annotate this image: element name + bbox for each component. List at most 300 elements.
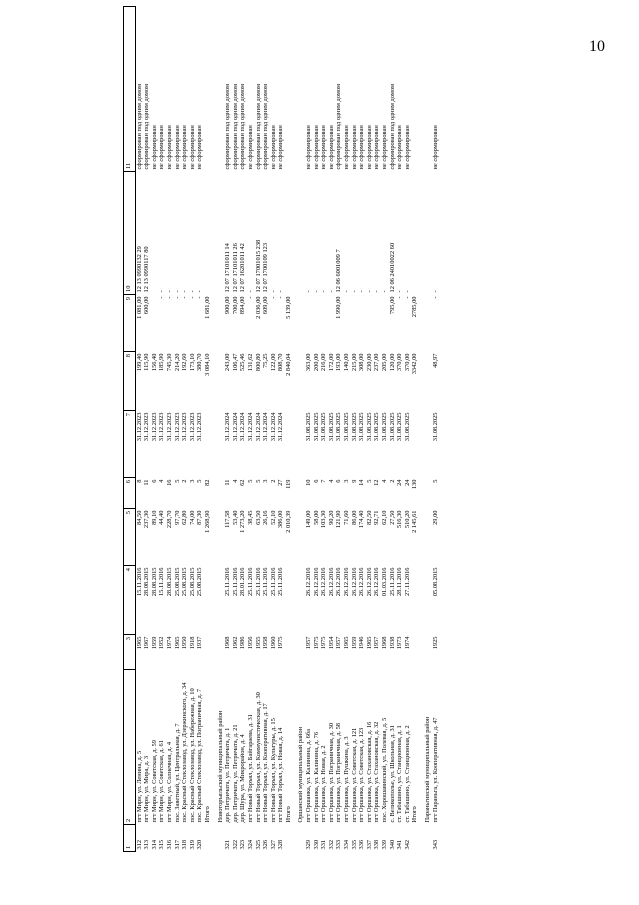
table-cell-col-2: пгт Оршанка, ул. Советская, д. 121 xyxy=(351,727,358,823)
table-cell-col-11: не сформирован xyxy=(431,125,439,170)
table-row xyxy=(247,7,255,852)
table-cell-col-10: - xyxy=(166,290,173,293)
table-row xyxy=(197,7,205,852)
table-cell-col-5: 58,00 xyxy=(313,510,320,525)
table-cell-col-2: дер. Петричата, ул. Петричата, д. 21 xyxy=(232,724,239,823)
table-cell-col-1: 331 xyxy=(320,839,328,850)
table-row xyxy=(151,7,159,852)
table-cell-col-10: - xyxy=(366,290,373,293)
table-cell-col-3: 1965 xyxy=(343,636,351,650)
table-cell-col-6: 14 xyxy=(358,479,366,486)
table-cell-col-11: не сформирован xyxy=(351,125,358,170)
table-cell-col-10: - xyxy=(381,290,388,293)
table-cell-col-7 xyxy=(412,411,420,478)
table-cell-col-9 xyxy=(217,295,225,352)
table-cell-col-4: 25.08.2015 xyxy=(181,567,189,597)
table-cell-col-8 xyxy=(217,352,225,411)
table-cell-col-11: не сформирован xyxy=(328,125,335,170)
table-cell-col-4: 01.03.2016 xyxy=(381,567,388,597)
table-cell-col-2: пгт Мирн, ул. Советская, д. 61 xyxy=(158,740,166,823)
table-cell-col-2: ст. Табашино, ул. Станционная, д. 1 xyxy=(396,725,404,823)
table-cell-col-11: не сформирован xyxy=(277,125,285,170)
table-cell-col-5: 27,50 xyxy=(389,510,396,525)
table-cell-col-9: - xyxy=(270,296,277,299)
table-cell-col-3: 1952 xyxy=(158,636,166,650)
table-cell-col-5: 1 273,20 xyxy=(239,510,247,533)
table-cell-col-4: 26.12.2016 xyxy=(305,567,313,597)
table-cell-col-6: 5 xyxy=(173,479,181,483)
table-cell-col-11: не сформирован xyxy=(158,125,166,170)
table-cell-col-3: 1918 xyxy=(189,636,196,650)
table-row xyxy=(404,7,412,852)
table-cell-col-6: 4 xyxy=(232,479,239,483)
table-cell-col-6: 6 xyxy=(335,479,343,483)
table-cell-col-3: 1957 xyxy=(305,636,313,650)
table-cell-col-1: 339 xyxy=(381,839,388,850)
table-cell-col-10: - xyxy=(328,290,335,293)
table-cell-col-10: - xyxy=(358,290,366,293)
table-cell-col-2: пгт Новый Торъял, ул. Новая, д. 14 xyxy=(277,727,285,823)
table-row xyxy=(336,7,344,852)
table-cell-col-5: 97,70 xyxy=(173,510,181,525)
table-cell-col-5: 228,70 xyxy=(166,510,173,529)
table-cell-col-3: 1954 xyxy=(328,636,335,650)
table-cell-col-11: сформирован под одним домом xyxy=(262,83,270,170)
table-cell-col-9: - xyxy=(396,296,404,299)
table-cell-col-1 xyxy=(204,825,212,852)
table-cell-col-1 xyxy=(424,825,432,852)
table-cell-col-4: 26.12.2016 xyxy=(351,567,358,597)
table-cell-col-1: 320 xyxy=(196,839,204,850)
table-cell-col-4: 28.08.2015 xyxy=(143,567,151,597)
table-cell-col-1: 333 xyxy=(335,839,343,850)
table-cell-col-8: 131,62 xyxy=(247,353,254,372)
table-cell-col-2: Итого xyxy=(411,806,419,823)
table-cell-col-2: Параньгинский муниципальный район xyxy=(424,716,431,823)
table-cell-col-8: 3342,00 xyxy=(411,353,419,375)
table-cell-col-4: 25.08.2015 xyxy=(196,567,204,597)
table-cell-col-6: 3 xyxy=(343,479,351,483)
table-cell-col-6: 8 xyxy=(135,479,143,483)
table-cell-col-7: 31.12.2024 xyxy=(277,412,285,442)
table-cell-col-1: 326 xyxy=(262,839,270,850)
table-cell-col-7: 31.08.2025 xyxy=(404,412,411,442)
table-cell-col-1 xyxy=(412,825,420,852)
table-cell-col-10: - xyxy=(320,290,328,293)
table-cell-col-9 xyxy=(359,295,367,352)
header-cell-8: 8 xyxy=(124,352,136,411)
table-cell-col-3: 1962 xyxy=(232,636,239,650)
header-cell-1: 1 xyxy=(124,825,136,852)
table-cell-col-6: 2 xyxy=(389,479,396,483)
table-cell-col-7: 31.08.2025 xyxy=(389,412,396,442)
table-cell-col-5: 2 145,61 xyxy=(411,510,419,533)
table-cell-col-8: 216,00 xyxy=(320,353,328,372)
header-cell-3: 3 xyxy=(124,635,136,670)
table-cell-col-9: - xyxy=(158,296,166,299)
table-cell-col-9 xyxy=(374,295,382,352)
table-cell-col-2: пгт Мирн, ул. Ленина, д. 5 xyxy=(135,750,143,823)
table-cell-col-11: сформирован под одним домом xyxy=(135,83,143,170)
table-cell-col-10: - xyxy=(431,290,439,293)
table-cell-col-8: 106,47 xyxy=(232,353,239,372)
table-cell-col-3: 1925 xyxy=(431,636,439,650)
table-row xyxy=(343,7,351,852)
table-row xyxy=(255,7,263,852)
table-cell-col-5: 117,58 xyxy=(224,510,232,528)
housing-table xyxy=(123,6,440,852)
table-cell-col-9: - xyxy=(404,296,411,299)
table-cell-col-2: пгт Оршанка, ул. Калинина, д. 6ба xyxy=(305,729,313,823)
table-cell-col-1: 315 xyxy=(158,839,166,850)
table-cell-col-4: 28.08.2015 xyxy=(166,567,173,597)
table-cell-col-6: 11 xyxy=(143,479,151,486)
table-cell-col-2: пгт Параньга, ул. Кооперативная, д. 47 xyxy=(431,717,439,823)
table-cell-col-1: 314 xyxy=(151,839,158,850)
table-cell-col-2: Итого xyxy=(204,806,211,823)
table-cell-col-3: 1986 xyxy=(239,636,247,650)
table-cell-col-3: 1956 xyxy=(247,636,254,650)
table-cell-col-7: 31.12.2023 xyxy=(166,412,173,442)
table-cell-col-7 xyxy=(424,411,432,478)
table-cell-col-2: пгт Мирн, ул. Солнечная, д. 4 xyxy=(166,741,173,823)
table-cell-col-8: 140,00 xyxy=(343,353,351,372)
table-header-row xyxy=(124,7,136,852)
table-cell-col-9: 1 081,00 xyxy=(135,296,143,319)
table-cell-col-9 xyxy=(381,295,389,352)
table-cell-col-7: 31.12.2024 xyxy=(270,412,277,442)
table-cell-col-2: пгт Мирн, ул. Мира, д. 3 xyxy=(143,755,151,823)
table-cell-col-7: 31.08.2025 xyxy=(343,412,351,442)
table-cell-col-11: не сформирован xyxy=(166,125,173,170)
table-cell-col-1: 321 xyxy=(224,839,232,850)
table-cell-col-1: 327 xyxy=(270,839,277,850)
table-cell-col-6: 27 xyxy=(277,479,285,486)
table-cell-col-8: 808,70 xyxy=(277,353,285,372)
table-cell-col-1 xyxy=(298,825,306,852)
table-cell-col-1: 329 xyxy=(305,839,313,850)
table-cell-col-2: пгт Оршанка, ул. Стахановская, д. 16 xyxy=(366,721,373,823)
table-cell-col-10: - xyxy=(313,290,320,293)
table-cell-col-1: 322 xyxy=(232,839,239,850)
table-cell-col-7: 31.12.2023 xyxy=(181,412,189,442)
table-cell-col-11: сформирован под одним домом xyxy=(224,83,232,170)
table-row xyxy=(270,7,278,852)
table-cell-col-4 xyxy=(285,566,293,635)
table-cell-col-4: 26.12.2016 xyxy=(343,567,351,597)
header-cell-7: 7 xyxy=(124,411,136,478)
table-cell-col-10 xyxy=(285,172,293,295)
table-cell-col-11: не сформирован xyxy=(396,125,404,170)
table-cell-col-4: 05.08.2015 xyxy=(431,567,439,597)
table-cell-col-11 xyxy=(204,7,212,172)
table-cell-col-4: 15.11.2016 xyxy=(158,567,166,597)
table-cell-col-11: не сформирован xyxy=(305,125,313,170)
table-cell-col-11: не сформирован xyxy=(196,125,204,170)
table-cell-col-7: 31.08.2025 xyxy=(313,412,320,442)
table-cell-col-10: - xyxy=(404,290,411,293)
table-row xyxy=(225,7,233,852)
table-row xyxy=(174,7,182,852)
table-cell-col-8: 75,25 xyxy=(262,353,270,368)
table-cell-col-3: 1974 xyxy=(166,636,173,650)
table-row xyxy=(397,7,405,852)
table-cell-col-8: 156,40 xyxy=(151,353,158,372)
table-row xyxy=(412,7,420,852)
table-cell-col-2: пгт Оршанка, ул. Стахановская, д. 32 xyxy=(373,721,381,823)
table-cell-col-3 xyxy=(217,635,225,670)
table-cell-col-3: 1957 xyxy=(373,636,381,650)
table-cell-col-7: 31.08.2025 xyxy=(351,412,358,442)
table-cell-col-3: 1960 xyxy=(270,636,277,650)
table-cell-col-8: 115,90 xyxy=(143,353,151,371)
table-cell-col-4: 25.11.2016 xyxy=(254,567,262,597)
table-cell-col-4: 25.11.2016 xyxy=(277,567,285,597)
table-cell-col-11: сформирован под одним домом xyxy=(239,83,247,170)
table-cell-col-10: 12 06 24010022 60 xyxy=(389,242,396,293)
table-cell-col-6: 12 xyxy=(373,479,381,486)
table-cell-col-10: - xyxy=(305,290,313,293)
table-cell-col-5: 2 010,39 xyxy=(285,510,292,533)
table-cell-col-11 xyxy=(298,7,306,172)
table-cell-col-11: сформирован под одним домом xyxy=(143,83,151,170)
table-cell-col-11: не сформирован xyxy=(366,125,373,170)
table-row xyxy=(263,7,271,852)
table-cell-col-6: 82 xyxy=(204,479,211,486)
table-cell-col-3: 1946 xyxy=(358,636,366,650)
table-cell-col-2: пос. Заветный, ул. Центральная, д. 7 xyxy=(173,723,181,823)
header-cell-10: 10 xyxy=(124,172,136,295)
table-cell-col-2: пгт Новый Торъял, ул. Коммунистическая, д. 30 xyxy=(254,692,262,823)
table-cell-col-4: 25.08.2015 xyxy=(189,567,196,597)
table-row xyxy=(432,7,440,852)
table-cell-col-11: не сформирован xyxy=(358,125,366,170)
table-cell-col-11: не сформирован xyxy=(343,125,351,170)
header-cell-6: 6 xyxy=(124,478,136,509)
table-cell-col-7: 31.12.2024 xyxy=(239,412,247,442)
table-cell-col-5: 89,10 xyxy=(151,510,158,525)
table-cell-col-6: 130 xyxy=(411,479,419,490)
table-cell-col-3: 1965 xyxy=(135,636,143,650)
table-cell-col-10: 12 07 17001015 238 xyxy=(254,239,262,293)
table-cell-col-5: 38,45 xyxy=(247,510,254,525)
table-cell-col-3 xyxy=(204,635,212,670)
table-cell-col-10: 12 13 0990132 29 xyxy=(135,246,143,293)
table-cell-col-3: 1974 xyxy=(404,636,411,650)
header-cell-2: 2 xyxy=(124,670,136,825)
table-cell-col-6: 16 xyxy=(166,479,173,486)
table-cell-col-1: 312 xyxy=(135,839,143,850)
table-cell-col-3: 1955 xyxy=(254,636,262,650)
table-cell-col-9 xyxy=(343,295,351,352)
table-cell-col-9 xyxy=(328,295,336,352)
table-cell-col-10 xyxy=(424,172,432,295)
table-cell-col-10: - xyxy=(277,290,285,293)
table-cell-col-5: 52,10 xyxy=(270,510,277,525)
table-cell-col-9: 900,00 xyxy=(224,296,232,315)
table-cell-col-11: не сформирован xyxy=(181,125,189,170)
table-cell-col-4: 25.11.2016 xyxy=(262,567,270,597)
table-cell-col-5: 86,00 xyxy=(351,510,358,525)
table-cell-col-9: 5 139,00 xyxy=(285,296,292,319)
table-cell-col-4: 15.11.2016 xyxy=(135,567,143,597)
table-cell-col-9 xyxy=(298,295,306,352)
table-cell-col-8: 800,80 xyxy=(254,353,262,372)
table-cell-col-2: Новоторъяльский муниципальный район xyxy=(216,710,224,823)
table-cell-col-10: - xyxy=(343,290,351,293)
table-cell-col-10: - xyxy=(351,290,358,293)
table-cell-col-10: 12 07 17101011 14 xyxy=(224,243,232,293)
table-cell-col-3: 1950 xyxy=(181,636,189,650)
table-cell-col-6: 62 xyxy=(239,479,247,486)
table-body xyxy=(136,7,440,852)
table-cell-col-8: 380,70 xyxy=(196,353,204,372)
table-cell-col-7: 31.12.2024 xyxy=(262,412,270,442)
table-row xyxy=(374,7,382,852)
table-cell-col-8: 308,00 xyxy=(358,353,366,372)
table-cell-col-10: 12 07 17101011 26 xyxy=(232,243,239,293)
table-cell-col-2: пгт Новый Торъял, ул. Кооперативная, д. 17 xyxy=(262,703,270,823)
table-cell-col-7: 31.08.2025 xyxy=(328,412,335,442)
table-cell-col-2: с. Великополье, ул. Школьная, д. 31 xyxy=(389,725,396,823)
table-cell-col-7: 31.08.2025 xyxy=(335,412,343,442)
table-cell-col-1: 317 xyxy=(173,839,181,850)
table-cell-col-7: 31.08.2025 xyxy=(396,412,404,442)
table-cell-col-5: 510,20 xyxy=(404,510,411,529)
table-cell-col-10: 12 07 16201011 42 xyxy=(239,243,247,293)
table-cell-col-1: 340 xyxy=(389,839,396,850)
table-cell-col-6: 6 xyxy=(151,479,158,483)
table-cell-col-1: 313 xyxy=(143,839,151,850)
table-cell-col-4: 26.12.2016 xyxy=(358,567,366,597)
table-cell-col-10 xyxy=(412,172,420,295)
table-cell-col-2: пгт Новый Торъял, ул. Культуры, д. 15 xyxy=(270,718,277,823)
table-cell-col-9: - xyxy=(189,296,196,299)
table-cell-col-2: пгт Оршанка, ул. Калинина, д. 76 xyxy=(313,731,320,823)
table-cell-col-9: - xyxy=(173,296,181,299)
table-cell-col-9 xyxy=(305,295,313,352)
table-cell-col-1: 343 xyxy=(431,839,439,850)
table-cell-col-6: 2 xyxy=(181,479,189,483)
header-cell-4: 4 xyxy=(124,566,136,635)
table-cell-col-11: не сформирован xyxy=(151,125,158,170)
table-cell-col-3: 1937 xyxy=(196,636,204,650)
table-cell-col-7: 31.12.2024 xyxy=(254,412,262,442)
table-cell-col-11: сформирован под одним домом xyxy=(254,83,262,170)
table-cell-col-1: 325 xyxy=(254,839,262,850)
table-row xyxy=(136,7,144,852)
table-cell-col-7: 31.08.2025 xyxy=(366,412,373,442)
table-cell-col-2: пгт Оршанка, ул. Пограничная, д. 30 xyxy=(328,722,335,823)
table-cell-col-4: 26.12.2016 xyxy=(335,567,343,597)
table-row xyxy=(313,7,321,852)
table-cell-col-6: 11 xyxy=(224,479,232,486)
table-cell-col-6: 4 xyxy=(328,479,335,483)
table-row xyxy=(424,7,432,852)
table-cell-col-4: 26.12.2016 xyxy=(366,567,373,597)
table-cell-col-8: 214,20 xyxy=(173,353,181,372)
table-cell-col-6: 4 xyxy=(381,479,388,483)
table-cell-col-9: 795,00 xyxy=(389,296,396,315)
table-cell-col-7: 31.12.2023 xyxy=(189,412,196,442)
table-cell-col-7: 31.12.2023 xyxy=(135,412,143,442)
table-cell-col-2: Оршанский муниципальный район xyxy=(297,726,305,823)
table-cell-col-4 xyxy=(298,566,306,635)
table-cell-col-9: 2 036,00 xyxy=(254,296,262,319)
table-cell-col-9: - xyxy=(181,296,189,299)
table-cell-col-4 xyxy=(204,566,212,635)
table-cell-col-10: - xyxy=(396,290,404,293)
table-cell-col-5: 71,60 xyxy=(343,510,351,525)
table-row xyxy=(166,7,174,852)
table-cell-col-8: 525,46 xyxy=(239,353,247,372)
table-cell-col-1: 342 xyxy=(404,839,411,850)
table-cell-col-1: 330 xyxy=(313,839,320,850)
table-cell-col-9 xyxy=(321,295,329,352)
rotated-table-container xyxy=(123,62,605,852)
table-cell-col-10: 12 13 0990117 80 xyxy=(143,246,151,293)
table-cell-col-5 xyxy=(424,509,432,566)
table-cell-col-5: 87,30 xyxy=(196,510,204,525)
table-row xyxy=(305,7,313,852)
table-cell-col-3: 1968 xyxy=(381,636,388,650)
header-cell-11: 11 xyxy=(124,7,136,172)
table-cell-col-5: 44,40 xyxy=(158,510,166,525)
table-cell-col-10: - xyxy=(270,290,277,293)
table-cell-col-6: 5 xyxy=(254,479,262,483)
table-cell-col-8: 2 840,04 xyxy=(285,353,292,376)
table-row xyxy=(389,7,397,852)
table-cell-col-3: 1965 xyxy=(366,636,373,650)
table-cell-col-2: пгт Мирн, ул. Советская, д. 59 xyxy=(151,740,158,823)
table-cell-col-10 xyxy=(151,172,159,295)
table-cell-col-2: пос. Красный Стеклозавод, ул. Дзержинского, д. 34 xyxy=(181,682,189,823)
table-row xyxy=(182,7,190,852)
table-cell-col-2: пос. Красный Стеклозавод, ул. Набережная, д. 10 xyxy=(189,688,196,823)
table-cell-col-3 xyxy=(424,635,432,670)
table-cell-col-1: 332 xyxy=(328,839,335,850)
table-cell-col-5 xyxy=(217,509,225,566)
table-row xyxy=(204,7,212,852)
table-cell-col-8: 193,00 xyxy=(335,353,343,372)
page-number: 10 xyxy=(589,38,605,55)
table-row xyxy=(232,7,240,852)
table-cell-col-9: 600,00 xyxy=(143,296,151,315)
table-row xyxy=(366,7,374,852)
table-cell-col-3: 1938 xyxy=(389,636,396,650)
table-cell-col-4 xyxy=(424,566,432,635)
table-cell-col-5: 62,10 xyxy=(381,510,388,525)
table-cell-col-9 xyxy=(313,295,321,352)
table-cell-col-5: 53,40 xyxy=(232,510,239,525)
table-cell-col-11: сформирован под одним домом xyxy=(389,83,396,170)
table-cell-col-1: 336 xyxy=(358,839,366,850)
table-cell-col-1: 323 xyxy=(239,839,247,850)
table-cell-col-3: 1958 xyxy=(262,636,270,650)
table-cell-col-8: 172,00 xyxy=(328,353,335,372)
table-cell-col-1 xyxy=(285,825,293,852)
table-row xyxy=(351,7,359,852)
table-cell-col-2: ст. Табашино, ул. Станционная, д. 2 xyxy=(404,725,411,823)
table-cell-col-1: 335 xyxy=(351,839,358,850)
table-cell-col-7: 31.12.2023 xyxy=(196,412,204,442)
table-cell-col-7: 31.12.2024 xyxy=(232,412,239,442)
table-cell-col-5: 174,40 xyxy=(358,510,366,529)
table-cell-col-11: сформирован под одним домом xyxy=(232,83,239,170)
table-cell-col-9: - xyxy=(166,296,173,299)
table-cell-col-1: 338 xyxy=(373,839,381,850)
table-cell-col-10: - xyxy=(189,290,196,293)
